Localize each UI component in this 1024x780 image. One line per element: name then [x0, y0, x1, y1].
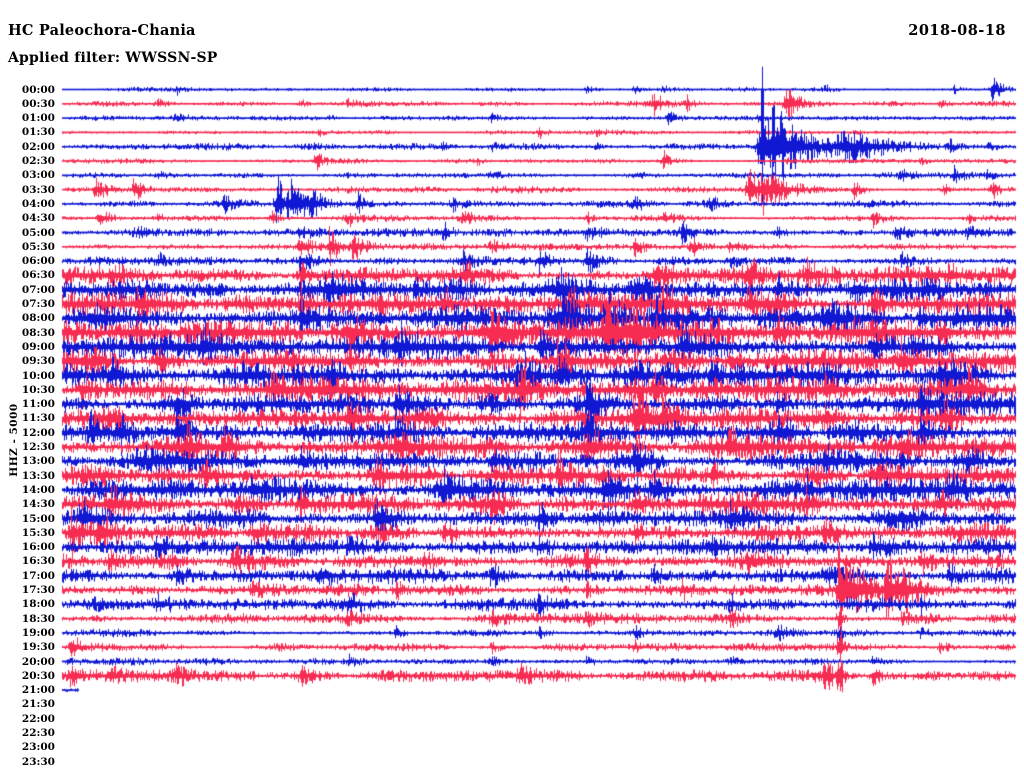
- time-label: 22:30: [21, 726, 55, 739]
- time-label: 03:30: [21, 183, 55, 196]
- time-label: 23:30: [21, 755, 55, 768]
- time-label: 04:30: [21, 211, 55, 224]
- time-label: 02:30: [21, 154, 55, 167]
- time-label: 01:00: [21, 111, 55, 124]
- time-label: 21:00: [21, 683, 55, 696]
- time-label: 13:00: [21, 455, 55, 468]
- time-label: 06:00: [21, 254, 55, 267]
- time-label: 03:00: [21, 169, 55, 182]
- time-label: 16:00: [21, 540, 55, 553]
- time-label: 01:30: [21, 126, 55, 139]
- time-label: 19:00: [21, 626, 55, 639]
- time-label: 14:00: [21, 483, 55, 496]
- time-label: 19:30: [21, 640, 55, 653]
- time-label: 12:30: [21, 440, 55, 453]
- time-label: 15:00: [21, 512, 55, 525]
- channel-scale-label: HHZ - 5000: [8, 403, 20, 477]
- time-label: 12:00: [21, 426, 55, 439]
- time-label: 17:30: [21, 583, 55, 596]
- time-label: 18:00: [21, 598, 55, 611]
- time-label: 09:30: [21, 354, 55, 367]
- time-label: 04:00: [21, 197, 55, 210]
- time-label: 22:00: [21, 712, 55, 725]
- time-label: 07:00: [21, 283, 55, 296]
- time-axis-labels: [0, 0, 55, 780]
- time-label: 17:00: [21, 569, 55, 582]
- time-label: 14:30: [21, 497, 55, 510]
- time-label: 18:30: [21, 612, 55, 625]
- station-title: HC Paleochora-Chania: [8, 22, 196, 39]
- time-label: 08:00: [21, 312, 55, 325]
- time-label: 11:00: [21, 397, 55, 410]
- time-label: 00:30: [21, 97, 55, 110]
- time-label: 00:00: [21, 83, 55, 96]
- time-label: 20:30: [21, 669, 55, 682]
- applied-filter-label: Applied filter: WWSSN-SP: [8, 50, 218, 66]
- time-label: 11:30: [21, 412, 55, 425]
- time-label: 13:30: [21, 469, 55, 482]
- time-label: 20:00: [21, 655, 55, 668]
- time-label: 23:00: [21, 741, 55, 754]
- time-label: 10:00: [21, 369, 55, 382]
- time-label: 21:30: [21, 698, 55, 711]
- time-label: 10:30: [21, 383, 55, 396]
- time-label: 09:00: [21, 340, 55, 353]
- time-label: 15:30: [21, 526, 55, 539]
- time-label: 16:30: [21, 555, 55, 568]
- record-date: 2018-08-18: [908, 22, 1006, 39]
- time-label: 02:00: [21, 140, 55, 153]
- time-label: 07:30: [21, 297, 55, 310]
- time-label: 05:30: [21, 240, 55, 253]
- time-label: 05:00: [21, 226, 55, 239]
- time-label: 08:30: [21, 326, 55, 339]
- time-label: 06:30: [21, 269, 55, 282]
